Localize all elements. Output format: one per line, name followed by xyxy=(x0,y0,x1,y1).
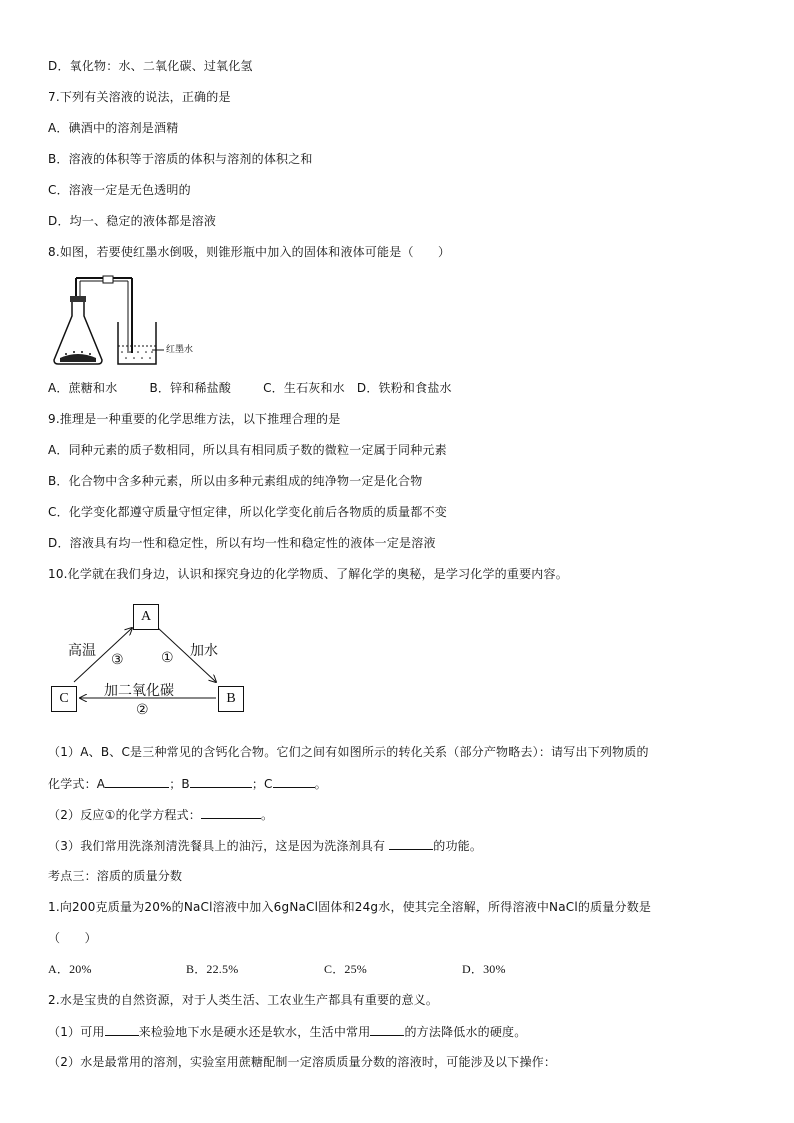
q8-option-d: D．铁粉和食盐水 xyxy=(356,381,452,395)
q10-formula-a-label: 化学式：A xyxy=(48,777,106,791)
q7-option-b: B．溶液的体积等于溶质的体积与溶剂的体积之和 xyxy=(48,152,313,166)
flask-beaker-diagram xyxy=(48,268,228,368)
red-ink-label: 红墨水 xyxy=(166,345,194,355)
q10-part3-text: （3）我们常用洗涤剂清洗餐具上的油污，这是因为洗涤剂具有 xyxy=(48,839,390,853)
q10-stem: 10.化学就在我们身边，认识和探究身边的化学物质、了解化学的奥秘，是学习化学的重要内容。 xyxy=(48,567,568,581)
s3q2-part2: （2）水是最常用的溶剂，实验室用蔗糖配制一定溶质质量分数的溶液时，可能涉及以下操作： xyxy=(48,1055,557,1069)
q8-options xyxy=(48,380,452,396)
q7-option-d: D．均一、稳定的液体都是溶液 xyxy=(48,214,217,228)
answer-blank-function[interactable] xyxy=(389,837,433,850)
q10-part1-end: 。 xyxy=(314,777,327,791)
label-add-water: 加水 xyxy=(190,643,218,659)
answer-blank-a[interactable] xyxy=(105,775,169,788)
q9-option-b: B．化合物中含多种元素，所以由多种元素组成的纯净物一定是化合物 xyxy=(48,474,423,488)
q8-apparatus-figure xyxy=(48,268,228,368)
q7-option-a: A．碘酒中的溶剂是酒精 xyxy=(48,121,179,135)
s3q1-option-b: B．22.5% xyxy=(186,962,239,976)
answer-blank-c[interactable] xyxy=(273,775,315,788)
q9-option-c: C．化学变化都遵守质量守恒定律，所以化学变化前后各物质的质量都不变 xyxy=(48,505,447,519)
node-b-box: B xyxy=(218,686,244,712)
q8-option-b: B．锌和稀盐酸 xyxy=(149,381,232,395)
s3q2-part1-b: 来检验地下水是硬水还是软水，生活中常用 xyxy=(138,1025,371,1039)
q10-part3 xyxy=(48,837,482,854)
q10-part1-line2 xyxy=(48,775,327,792)
step-1-mark: ① xyxy=(161,650,174,666)
s3q2-part1 xyxy=(48,1023,526,1040)
q10-part2 xyxy=(48,806,273,823)
s3q1-stem-line2: （ ） xyxy=(48,931,97,945)
q9-option-d: D．溶液具有均一性和稳定性，所以有均一性和稳定性的液体一定是溶液 xyxy=(48,536,436,550)
s3q2-part1-a: （1）可用 xyxy=(48,1025,105,1039)
answer-blank-method[interactable] xyxy=(370,1023,404,1036)
s3q2-stem: 2.水是宝贵的自然资源，对于人类生活、工农业生产都具有重要的意义。 xyxy=(48,993,439,1007)
s3q1-options xyxy=(48,961,506,977)
q9-option-a: A．同种元素的质子数相同，所以具有相同质子数的微粒一定属于同种元素 xyxy=(48,443,447,457)
q8-option-c: C．生石灰和水 xyxy=(263,381,345,395)
section-3-heading: 考点三：溶质的质量分数 xyxy=(48,869,183,883)
q7-option-c: C．溶液一定是无色透明的 xyxy=(48,183,191,197)
answer-blank-b[interactable] xyxy=(190,775,252,788)
label-add-co2: 加二氧化碳 xyxy=(104,683,174,699)
node-c-box: C xyxy=(51,686,77,712)
q6-option-d: D．氧化物：水、二氧化碳、过氧化氢 xyxy=(48,59,253,73)
q10-formula-c-label: ；C xyxy=(251,777,273,791)
q10-part2-end: 。 xyxy=(261,808,274,822)
q10-part3-end: 的功能。 xyxy=(433,839,483,853)
step-3-mark: ③ xyxy=(111,652,124,668)
s3q1-option-c: C．25% xyxy=(324,962,368,976)
step-2-mark: ② xyxy=(136,702,149,718)
q10-part2-text: （2）反应①的化学方程式： xyxy=(48,808,201,822)
q9-stem: 9.推理是一种重要的化学思维方法，以下推理合理的是 xyxy=(48,412,341,426)
s3q1-option-a: A．20% xyxy=(48,962,92,976)
q8-stem: 8.如图，若要使红墨水倒吸，则锥形瓶中加入的固体和液体可能是（ ） xyxy=(48,245,451,259)
q10-part1-line1: （1）A、B、C是三种常见的含钙化合物。它们之间有如图所示的转化关系（部分产物略去）：请写出下列物质的 xyxy=(48,745,649,759)
q10-formula-b-label: ；B xyxy=(169,777,190,791)
node-a-box: A xyxy=(133,604,159,630)
answer-blank-reagent[interactable] xyxy=(105,1023,139,1036)
s3q2-part1-c: 的方法降低水的硬度。 xyxy=(404,1025,527,1039)
q10-conversion-diagram xyxy=(48,600,258,720)
label-high-temp: 高温 xyxy=(68,643,96,659)
answer-blank-equation[interactable] xyxy=(201,806,261,819)
s3q1-stem-line1: 1.向200克质量为20%的NaCl溶液中加入6gNaCl固体和24g水，使其完全溶解，所得溶液中NaCl的质量分数是 xyxy=(48,900,652,914)
s3q1-option-d: D．30% xyxy=(462,962,506,976)
q7-stem: 7.下列有关溶液的说法，正确的是 xyxy=(48,90,231,104)
q8-option-a: A．蔗糖和水 xyxy=(48,381,118,395)
